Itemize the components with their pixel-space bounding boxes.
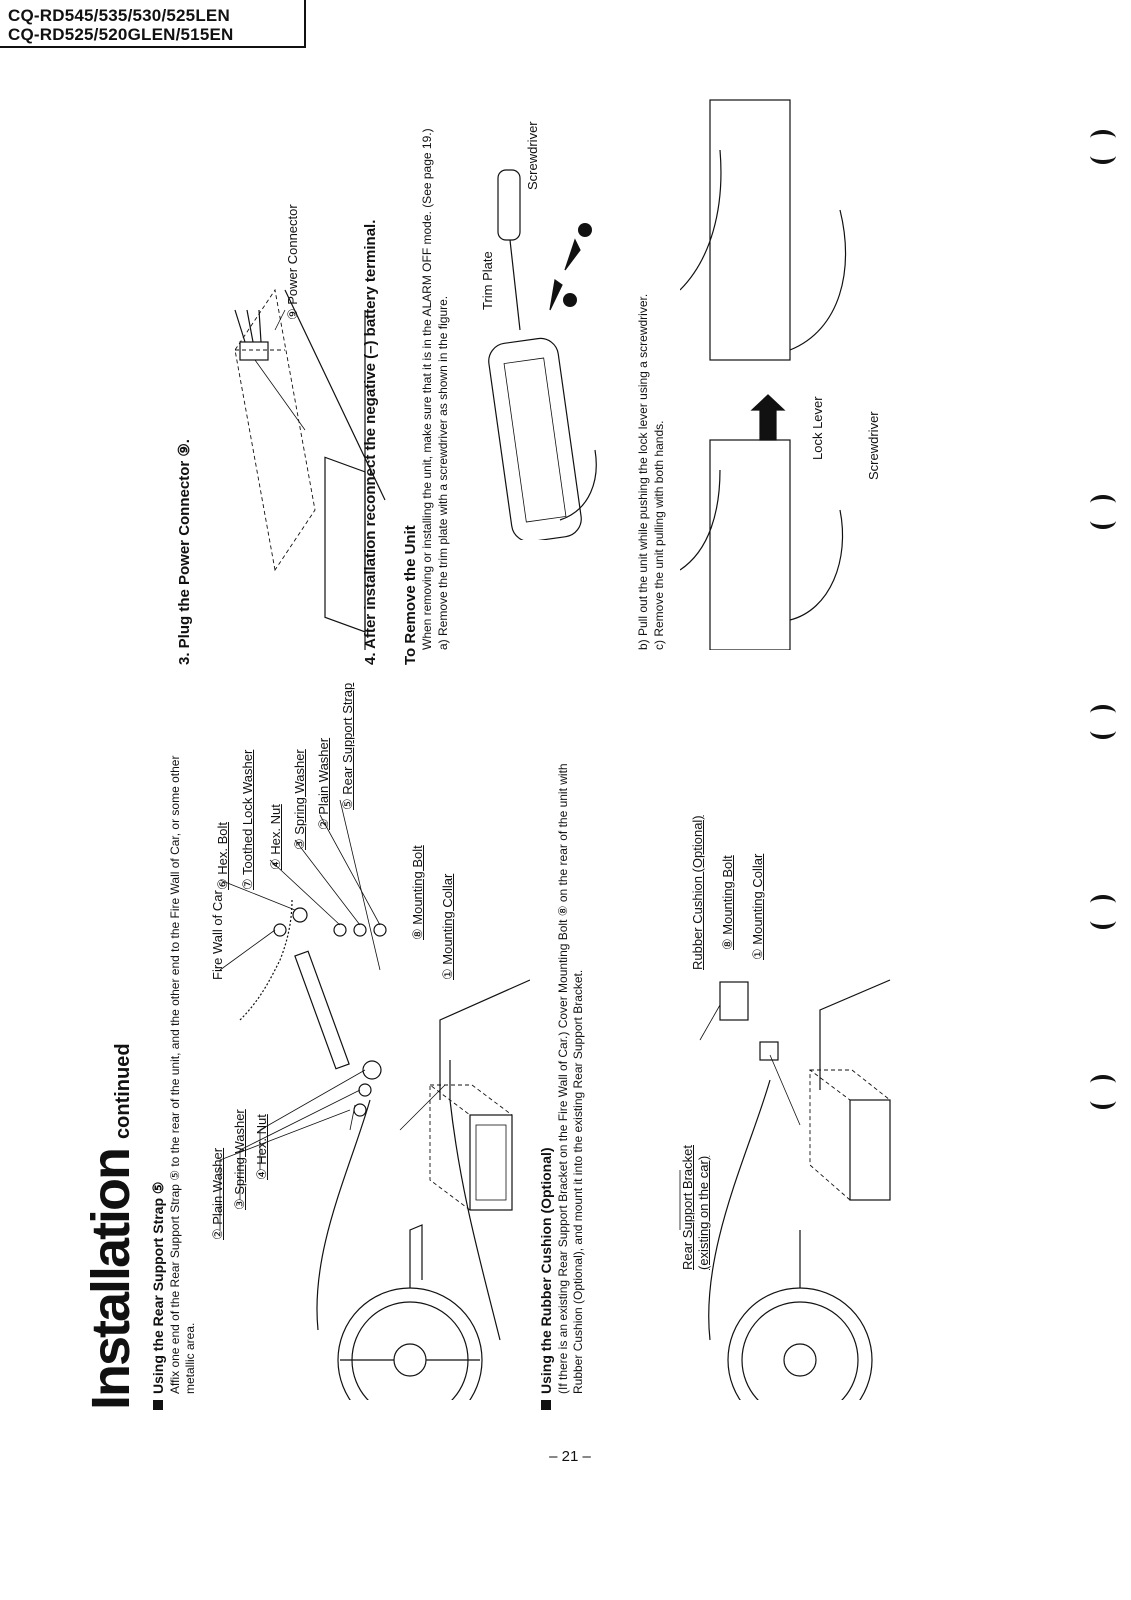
label-lock-lever: Lock Lever [810, 396, 825, 460]
binder-mark-5 [1090, 1075, 1116, 1109]
bullet-square-icon [541, 1400, 551, 1410]
binder-mark-1 [1090, 130, 1116, 164]
remove-unit-diagram [680, 90, 880, 650]
label-hex-nut-left: ④ Hex. Nut [254, 1114, 269, 1180]
label-screwdriver-b: Screwdriver [866, 411, 881, 480]
step3-heading: 3. Plug the Power Connector ⑨. [176, 439, 193, 665]
remove-line-4: c) Remove the unit pulling with both hands. [652, 420, 666, 650]
model-header [0, 0, 306, 48]
label-bracket-1: Rear Support Bracket [680, 1144, 695, 1270]
step4-heading: 4. After installation reconnect the negative (–) battery terminal. [362, 219, 379, 665]
page-number: – 21 – [549, 1448, 591, 1465]
rubber-cushion-heading-text: Using the Rubber Cushion (Optional) [538, 1147, 554, 1394]
rear-strap-heading-text: Using the Rear Support Strap ⑤ [150, 1181, 166, 1394]
title-main: Installation [81, 1148, 141, 1410]
label-mounting-collar-2: ① Mounting Collar [750, 853, 765, 960]
label-trim-plate: Trim Plate [480, 251, 495, 310]
label-fire-wall: Fire Wall of Car [210, 890, 225, 980]
model-line-1: CQ-RD545/535/530/525LEN [8, 6, 230, 25]
rear-strap-heading [150, 1182, 167, 1410]
binder-mark-4 [1090, 895, 1116, 929]
rotated-content [80, 70, 1100, 1420]
remove-line-2: a) Remove the trim plate with a screwdriver as shown in the figure. [436, 295, 450, 650]
label-plain-washer-right: ② Plain Washer [316, 737, 331, 830]
rear-strap-text: Affix one end of the Rear Support Strap ⑤ to the rear of the unit, and the other end to the Fire Wall of Car, or some other metallic area. [168, 755, 197, 1394]
label-bracket-2: (existing on the car) [696, 1155, 711, 1270]
rubber-cushion-heading [538, 1147, 554, 1410]
label-hex-nut-right: ④ Hex. Nut [268, 804, 283, 870]
label-rubber-cushion: Rubber Cushion (Optional) [690, 815, 705, 970]
bullet-square-icon [153, 1400, 163, 1410]
model-line-2: CQ-RD525/520GLEN/515EN [8, 25, 234, 44]
label-strap: ⑤ Rear Support Strap [340, 682, 355, 810]
title-sub: continued [112, 1043, 134, 1139]
label-spring-washer-right: ③ Spring Washer [292, 749, 307, 850]
remove-line-3: b) Pull out the unit while pushing the lock lever using a screwdriver. [636, 293, 650, 650]
label-mounting-bolt-2: ⑧ Mounting Bolt [720, 855, 735, 950]
remove-line-1: When removing or installing the unit, make sure that it is in the ALARM OFF mode. (See page 19.) [420, 128, 434, 650]
label-mounting-bolt: ⑧ Mounting Bolt [410, 845, 425, 940]
label-power-connector: ⑨ Power Connector [285, 204, 300, 320]
rubber-cushion-text: (If there is an existing Rear Support Bracket on the Fire Wall of Car.) Cover Mounting Bolt ⑧ on the rear of the unit with Rubber Cushion (Optional), and mount it into the existing Rear Support Bracket. [556, 763, 585, 1394]
label-hex-bolt: ⑥ Hex. Bolt [215, 821, 230, 890]
page-title [80, 1043, 142, 1410]
label-mounting-collar: ① Mounting Collar [440, 873, 455, 980]
binder-mark-2 [1090, 495, 1116, 529]
label-toothed-washer: ⑦ Toothed Lock Washer [240, 749, 255, 890]
label-spring-washer-left: ③ Spring Washer [232, 1109, 247, 1210]
remove-heading: To Remove the Unit [402, 525, 419, 665]
label-screwdriver-a: Screwdriver [525, 121, 540, 190]
label-plain-washer-left: ② Plain Washer [210, 1147, 225, 1240]
binder-mark-3 [1090, 705, 1116, 739]
